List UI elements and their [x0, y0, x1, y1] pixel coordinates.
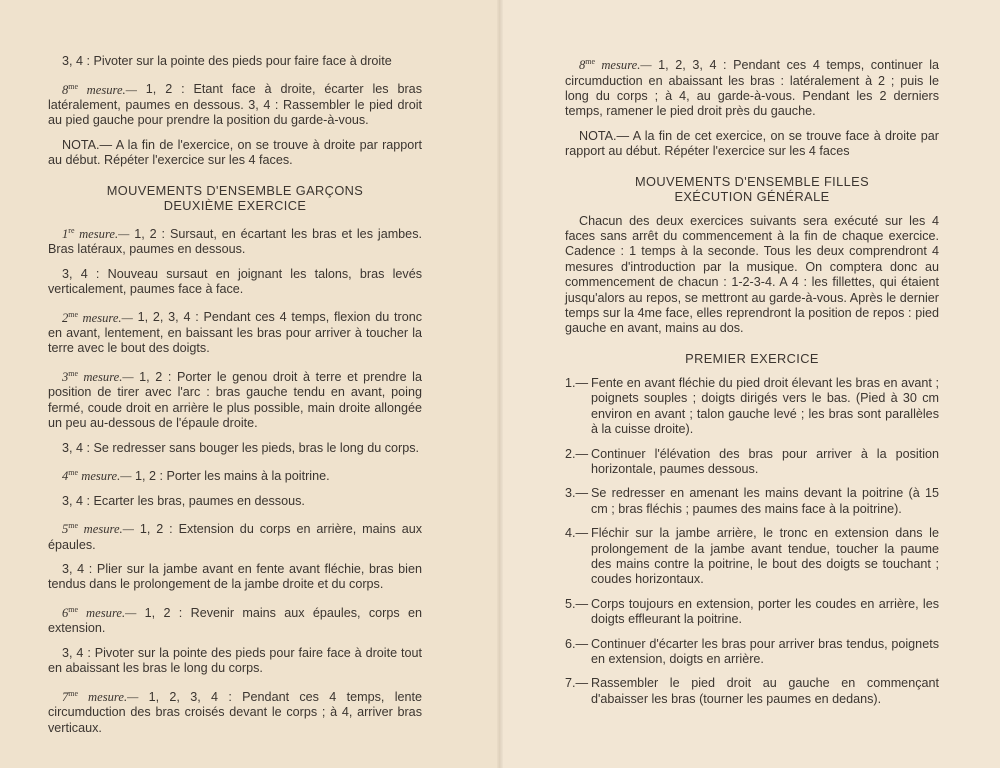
paragraph: 3, 4 : Nouveau sursaut en joignant les talons, bras levés verticalement, paumes face à face.	[48, 266, 422, 297]
nota-paragraph: NOTA.— A la fin de cet exercice, on se trouve face à droite par rapport au début. Répéter l'exercice sur les 4 faces	[565, 128, 939, 159]
measure-label: $2^{me}$ mesure.—	[62, 309, 133, 325]
measure-label: $6^{me}$ mesure.—	[62, 604, 137, 621]
list-item: 7.— Rassembler le pied droit au gauche en commençant d'abaisser les bras (tourner les paumes en dedans).	[565, 676, 939, 706]
paragraph: $5^{me}$ mesure.— 1, 2 : Extension du corps en arrière, mains aux épaules.	[48, 521, 422, 552]
list-item: 4.— Fléchir sur la jambe arrière, le tronc en extension dans le prolongement de la jambe avant tendue, toucher la paume des mains contre la poitrine, le bout des doigts se touchant ; coudes horizontaux.	[565, 526, 939, 587]
list-item: 5.— Corps toujours en extension, porter les coudes en arrière, les doigts effleurant la poitrine.	[565, 596, 939, 627]
measure-label: $5^{me}$ mesure.—	[62, 521, 134, 537]
paragraph: 3, 4 : Plier sur la jambe avant en fente avant fléchie, bras bien tendus dans le prolongement de la jambe droite et du corps.	[48, 562, 422, 592]
right-column	[565, 54, 939, 716]
paragraph: $4^{me}$ mesure.— 1, 2 : Porter les mains à la poitrine.	[62, 468, 330, 484]
left-column	[48, 54, 422, 745]
paragraph: 1re mesure.— 1, 2 : Sursaut, en écartant les bras et les jambes. Bras latéraux, paumes en dessous.	[48, 225, 422, 257]
paragraph: 3, 4 : Pivoter sur la pointe des pieds pour faire face à droite	[62, 54, 392, 68]
paragraph: $7^{me}$ mesure.— 1, 2, 3, 4 : Pendant ces 4 temps, lente circumduction des bras croisés devant le corps ; à 4, arriver bras verticaux.	[48, 688, 423, 735]
paragraph: $2^{me}$ mesure.— 1, 2, 3, 4 : Pendant ces 4 temps, flexion du tronc en avant, lentement, en baissant les bras pour arriver à toucher la terre avec le bout des doigts.	[48, 309, 422, 356]
paragraph: $8^{me}$ mesure.— 1, 2 : Etant face à droite, écarter les bras latéralement, paumes en dessous. 3, 4 : Rassembler le pied droit au pied gauche pour prendre la position du garde-à-vous.	[48, 81, 422, 128]
list-item: 3.— Se redresser en amenant les mains devant la poitrine (à 15 cm ; bras fléchis ; paumes des mains face à la poitrine).	[565, 486, 939, 516]
paragraph: 3, 4 : Se redresser sans bouger les pieds, bras le long du corps.	[62, 440, 420, 455]
measure-label: $8^{me}$ mesure.—	[62, 81, 137, 97]
paragraph: $3^{me}$ mesure.— 1, 2 : Porter le genou droit à terre et prendre la position de tirer avec l'arc : bras gauche tendu en avant, poing fermé, coude droit en arrière le plus possible, main droite allongée un peu au-dessous de l'épaule droite.	[48, 368, 422, 431]
measure-label: $8^{me}$ mesure.—	[579, 57, 652, 73]
list-item: 2.— Continuer l'élévation des bras pour arriver à la position horizontale, paumes dessous.	[565, 446, 939, 476]
nota-paragraph: NOTA.— A la fin de l'exercice, on se trouve à droite par rapport au début. Répéter l'exercice sur les 4 faces.	[48, 137, 422, 168]
measure-label: $7^{me}$ mesure.—	[62, 688, 139, 704]
intro-paragraph: Chacun des deux exercices suivants sera exécuté sur les 4 faces sans arrêt du commencement à la fin de chaque exercice. Cadence : 1 temps à la seconde. Tous les deux comprendront 4 mesures d'introduction par la musique. On comptera donc au commencement de chacun : 1-2-3-4. A 4 : les fillettes, qui étaient jusqu'alors au repos, se mettront au garde-à-vous. Après le dernier temps sur la 4me face, elles reprendront la position de repos : pied gauche en avant, mains au dos.	[565, 213, 939, 336]
paragraph: $6^{me}$ mesure.— 1, 2 : Revenir mains aux épaules, corps en extension.	[48, 604, 422, 636]
list-item: 6.— Continuer d'écarter les bras pour arriver bras tendus, poignets en extension, doigts en arrière.	[565, 636, 939, 666]
list-item: 1.— Fente en avant fléchie du pied droit élevant les bras en avant ; poignets souples ; doigts dirigés vers le bas. (Pied à 30 cm environ en avant ; talon gauche levé ; les bras sont parallèles à la cuisse droite).	[565, 375, 939, 437]
measure-label: 1re mesure.—	[62, 225, 130, 241]
paragraph: 3, 4 : Pivoter sur la pointe des pieds pour faire face à droite tout en abaissant les bras le long du corps.	[48, 645, 422, 676]
exercise-heading: PREMIER EXERCICE	[685, 350, 819, 366]
measure-label: $3^{me}$ mesure.—	[62, 368, 134, 385]
paragraph: 3, 4 : Ecarter les bras, paumes en dessous.	[62, 493, 305, 508]
book-gutter	[497, 0, 503, 768]
section-heading: MOUVEMENTS D'ENSEMBLE FILLES EXÉCUTION GÉNÉRALE	[634, 173, 870, 204]
section-heading: MOUVEMENTS D'ENSEMBLE GARÇONS DEUXIÈME EXERCICE	[106, 182, 364, 213]
measure-label: $4^{me}$ mesure.—	[62, 468, 132, 484]
paragraph: $8^{me}$ mesure.— 1, 2, 3, 4 : Pendant ces 4 temps, continuer la circumduction en abaissant les bras : latéralement à 2 ; puis le long du corps ; à 4, au garde-à-vous. Pendant les 2 derniers temps, ramener le pied droit près du gauche.	[565, 57, 939, 119]
exercise-steps-list	[565, 376, 939, 707]
